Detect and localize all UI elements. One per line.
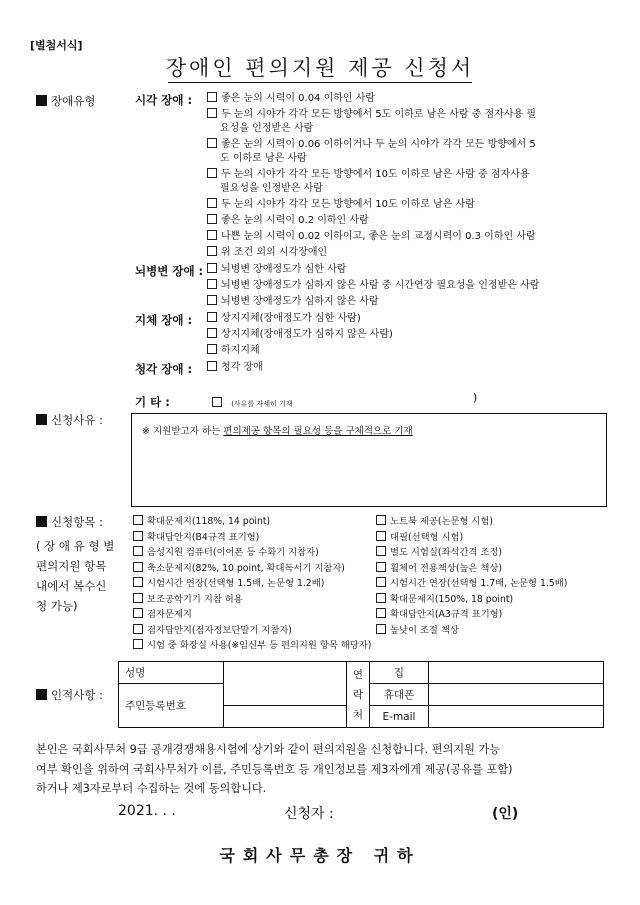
application-date: 2021. . . — [118, 803, 176, 819]
section-bullet-icon — [36, 516, 47, 527]
item-checkbox[interactable] — [133, 515, 143, 525]
category-0 — [135, 92, 605, 260]
reason-textarea[interactable] — [131, 413, 607, 507]
item-option — [133, 607, 373, 623]
category-option — [207, 312, 605, 326]
option-text: 하지지체 — [221, 345, 260, 356]
option-text: 도 이하로 남은 사람 — [220, 153, 307, 164]
category-option — [207, 92, 605, 106]
item-text: 축소문제지(82%, 10 point, 확대독서기 지참자) — [147, 562, 345, 574]
item-checkbox[interactable] — [133, 562, 143, 572]
item-text: 음성지원 컴퓨터(이어폰 등 수화기 지참자) — [147, 547, 319, 558]
category-option — [207, 138, 605, 166]
category-option — [207, 246, 605, 260]
email-input[interactable] — [429, 706, 604, 728]
personal-info-table — [118, 661, 604, 728]
addressee: 국회사무총장 귀하 — [219, 846, 421, 865]
item-option — [133, 514, 373, 530]
item-checkbox[interactable] — [376, 593, 386, 603]
option-checkbox[interactable] — [207, 168, 217, 178]
applicant-label: 신청자 : — [284, 806, 334, 822]
email-label: E-mail — [370, 706, 429, 728]
items-note-line: ( 장 애 유 형 별 — [36, 539, 115, 553]
name-label: 성명 — [119, 662, 224, 684]
other-note: (사유를 자세히 기재 — [231, 400, 293, 408]
category-2 — [135, 312, 605, 358]
personal-section-label: 인적사항 : — [36, 688, 103, 703]
item-option — [376, 623, 606, 639]
item-text: 확대문제지(118%, 14 point) — [147, 516, 271, 527]
item-checkbox[interactable] — [133, 531, 143, 541]
item-checkbox[interactable] — [133, 639, 143, 649]
item-text: 확대답안지(B4규격 표기형) — [147, 531, 260, 543]
item-checkbox[interactable] — [133, 593, 143, 603]
item-text: 시험시간 연장(선택형 1.5배, 논문형 1.2배) — [147, 578, 325, 589]
item-checkbox[interactable] — [376, 624, 386, 634]
item-checkbox[interactable] — [376, 577, 386, 587]
item-text: 노트북 제공(논문형 시험) — [390, 516, 493, 527]
disability-categories — [135, 92, 605, 378]
item-option — [376, 514, 606, 530]
item-option — [133, 561, 373, 577]
option-checkbox[interactable] — [207, 214, 217, 224]
option-checkbox[interactable] — [207, 92, 217, 102]
option-text: 위 조건 외의 시각장애인 — [221, 247, 328, 258]
option-text: 필요성을 인정받은 사람 — [220, 183, 323, 194]
section-bullet-icon — [36, 414, 47, 425]
option-text: 요성을 인정받은 사람 — [220, 123, 314, 134]
option-text: 좋은 눈의 시력이 0.04 이하인 사람 — [221, 93, 376, 104]
item-option — [376, 576, 606, 592]
item-option — [133, 530, 373, 546]
consent-line: 여부 확인을 위하여 국회사무처가 이름, 주민등록번호 등 개인정보를 제3자에게 제공(공유를 포함) — [36, 762, 513, 776]
other-label: 기 타 : — [135, 395, 170, 409]
reason-hint: ※ 지원받고자 하는 편의제공 항목의 필요성 등을 구체적으로 기재 — [142, 426, 413, 437]
category-label: 뇌병변 장애 : — [135, 264, 204, 278]
page-title: 장애인 편의지원 제공 신청서 — [165, 56, 475, 80]
category-option — [207, 295, 605, 309]
item-option — [133, 576, 373, 592]
type-section-label: 장애유형 — [36, 94, 95, 109]
option-text: 청각 장애 — [221, 362, 263, 373]
item-text: 확대답안지(A3규격 표기형) — [390, 609, 503, 620]
option-checkbox[interactable] — [207, 361, 217, 371]
item-option — [133, 592, 373, 608]
option-text: 상지지체(장애정도가 심한 사람) — [221, 313, 361, 324]
item-text: 시험시간 연장(선택형 1.7배, 논문형 1.5배) — [390, 578, 568, 589]
item-checkbox[interactable] — [376, 515, 386, 525]
item-option — [376, 545, 606, 561]
consent-line: 하거나 제3자로부터 수집하는 것에 동의합니다. — [36, 782, 267, 795]
mobile-input[interactable] — [429, 684, 604, 706]
category-option — [207, 168, 605, 196]
category-option — [207, 198, 605, 212]
category-label: 지체 장애 : — [135, 313, 193, 327]
home-phone-input[interactable] — [429, 662, 604, 684]
other-row — [135, 391, 605, 410]
option-checkbox[interactable] — [207, 328, 217, 338]
item-checkbox[interactable] — [133, 608, 143, 618]
item-checkbox[interactable] — [133, 577, 143, 587]
item-text: 확대문제지(150%, 18 point) — [390, 593, 514, 605]
option-checkbox[interactable] — [207, 312, 217, 322]
item-checkbox[interactable] — [376, 531, 386, 541]
item-checkbox[interactable] — [133, 546, 143, 556]
item-text: 점자답안지(점자정보단말기 지참자) — [147, 624, 292, 636]
category-option — [207, 263, 605, 277]
option-checkbox[interactable] — [207, 198, 217, 208]
item-option — [133, 623, 373, 639]
option-text: 좋은 눈의 시력이 0.06 이하이거나 두 눈의 시야가 각각 모든 방향에서 5 — [221, 139, 536, 150]
category-3 — [135, 361, 605, 375]
item-option — [376, 592, 606, 608]
item-text: 휠체어 전용책상(높은 책상) — [390, 562, 502, 574]
category-option — [207, 328, 605, 342]
items-note-line: 편의지원 항목 — [36, 559, 107, 573]
resident-id-label: 주민등록번호 — [119, 684, 224, 728]
resident-id-input[interactable] — [224, 706, 347, 728]
item-text: 별도 시험실(좌석간격 조정) — [390, 547, 502, 558]
items-section-note — [36, 536, 122, 616]
option-text: 두 눈의 시야가 각각 모든 방향에서 10도 이하로 남은 사람 중 점자사용 — [221, 169, 530, 180]
category-option — [207, 361, 605, 375]
section-bullet-icon — [36, 95, 47, 106]
item-text: 보조공학기기 지참 허용 — [147, 593, 243, 605]
option-checkbox[interactable] — [207, 263, 217, 273]
item-text: 대필(선택형 시험) — [390, 531, 464, 543]
items-full-row: 시험 중 화장실 사용(※임신부 등 편의지원 항목 해당자) — [133, 638, 603, 654]
category-1 — [135, 263, 605, 309]
option-text: 뇌병변 장애정도가 심한 사람 — [221, 264, 347, 275]
consent-line: 본인은 국회사무처 9급 공개경쟁채용시험에 상기와 같이 편의지원을 신청합니다. 편의지원 가능 — [36, 743, 501, 756]
title-underline — [168, 82, 472, 83]
option-text: 두 눈의 시야가 각각 모든 방향에서 5도 이하로 남은 사람 중 점자사용 필 — [221, 109, 536, 120]
option-checkbox[interactable] — [207, 279, 217, 289]
mobile-label: 휴대폰 — [370, 684, 429, 706]
option-checkbox[interactable] — [207, 295, 217, 305]
category-label: 시각 장애 : — [135, 93, 193, 107]
item-option — [376, 561, 606, 577]
category-option — [207, 230, 605, 244]
category-option — [207, 108, 605, 136]
category-option — [207, 214, 605, 228]
option-text: 나쁜 눈의 시력이 0.02 이하이고, 좋은 눈의 교정시력이 0.3 이하인 사람 — [221, 231, 536, 242]
contact-label: 연 락 처 — [347, 662, 370, 728]
items-right-column — [376, 514, 606, 638]
item-checkbox[interactable] — [133, 624, 143, 634]
items-note-line: 청 가능) — [36, 599, 78, 613]
category-option — [207, 344, 605, 358]
option-checkbox[interactable] — [207, 108, 217, 118]
items-section-label: 신청항목 : — [36, 515, 103, 530]
reason-section-label: 신청사유 : — [36, 413, 103, 428]
items-left-column — [133, 514, 373, 638]
option-checkbox[interactable] — [207, 344, 217, 354]
option-text: 뇌병변 장애정도가 심하지 않은 사람 중 시간연장 필요성을 인정받은 사람 — [221, 280, 540, 291]
option-checkbox[interactable] — [207, 246, 217, 256]
option-text: 두 눈의 시야가 각각 모든 방향에서 10도 이하로 남은 사람 — [221, 199, 475, 210]
option-text: 상지지체(장애정도가 심하지 않은 사람) — [221, 329, 393, 340]
seal-mark: (인) — [492, 806, 519, 822]
item-option — [376, 607, 606, 623]
name-input[interactable] — [224, 662, 347, 706]
item-checkbox[interactable] — [376, 546, 386, 556]
option-text: 좋은 눈의 시력이 0.2 이하인 사람 — [221, 215, 369, 226]
item-checkbox[interactable] — [376, 562, 386, 572]
items-note-line: 내에서 복수신 — [36, 579, 107, 593]
other-close-paren: ) — [473, 391, 478, 404]
item-option — [376, 530, 606, 546]
option-text: 뇌병변 장애정도가 심하지 않은 사람 — [221, 296, 379, 307]
item-text: 높낮이 조절 책상 — [390, 624, 459, 636]
option-checkbox[interactable] — [207, 138, 217, 148]
category-option — [207, 279, 605, 293]
category-label: 청각 장애 : — [135, 362, 193, 376]
item-option — [133, 545, 373, 561]
home-phone-label: 집 — [370, 662, 429, 684]
section-bullet-icon — [36, 689, 47, 700]
form-tag: [별첨서식] — [30, 39, 83, 52]
item-text: 점자문제지 — [147, 609, 192, 620]
option-checkbox[interactable] — [207, 230, 217, 240]
other-checkbox[interactable] — [212, 397, 222, 407]
item-checkbox[interactable] — [376, 608, 386, 618]
consent-statement — [36, 740, 606, 799]
